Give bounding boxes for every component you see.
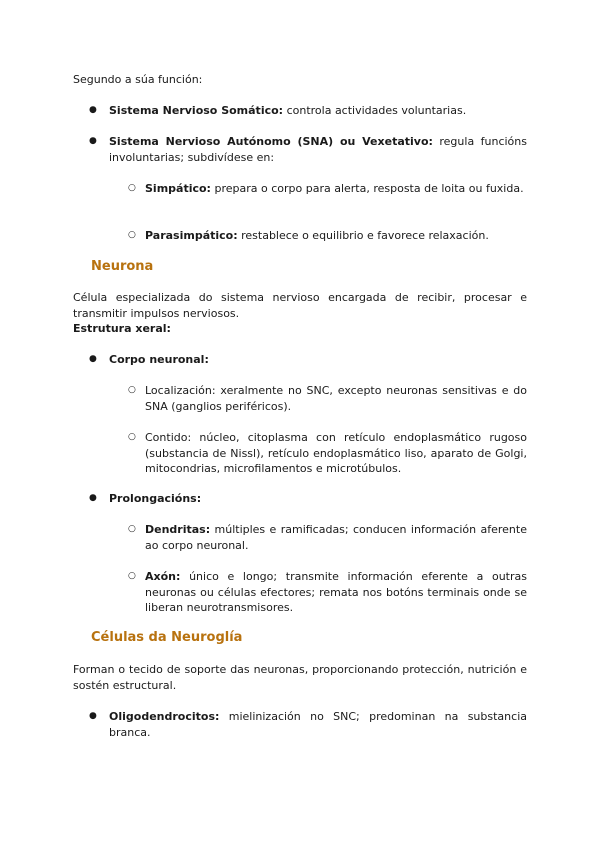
- bullet-dot: ●: [89, 136, 97, 146]
- item-title: Oligodendrocitos:: [109, 710, 220, 723]
- item-text: mielinización no SNC; predominan na substancia branca.: [109, 710, 527, 739]
- bullet-dot: ●: [89, 493, 97, 503]
- item-text: prepara o corpo para alerta, resposta de loita ou fuxida.: [210, 182, 524, 195]
- item-text: múltiples e ramificadas; conducen información aferente ao corpo neuronal.: [145, 523, 527, 552]
- sub-list-item: Contido: núcleo, citoplasma con retículo endoplasmático rugoso (substancia de Nissl), retículo endoplasmático liso, aparato de Golgi, mitocondrias, microfilamentos e microtúbulos.: [145, 431, 527, 475]
- bullet-dot: ●: [89, 354, 97, 364]
- bullet-circle: ○: [128, 432, 136, 442]
- list-item: [109, 134, 527, 165]
- list-item-title: Prolongacións:: [109, 492, 202, 505]
- structure-label: Estrutura xeral:: [73, 322, 171, 335]
- item-title: Axón:: [145, 570, 181, 583]
- item-title: Simpático:: [145, 182, 211, 195]
- item-title: Sistema Nervioso Autónomo (SNA) ou Vexetativo:: [109, 135, 433, 148]
- item-text: restablece o equilibrio e favorece relaxación.: [237, 229, 489, 242]
- bullet-circle: ○: [128, 385, 136, 395]
- section-heading: Células da Neuroglía: [91, 630, 243, 645]
- item-text: regula funcións involuntarias; subdivídese en:: [109, 135, 527, 164]
- item-title: Dendritas:: [145, 523, 211, 536]
- item-text: controla actividades voluntarias.: [283, 104, 467, 117]
- bullet-circle: ○: [128, 524, 136, 534]
- sub-list-item: [145, 569, 527, 616]
- bullet-circle: ○: [128, 183, 136, 193]
- item-title: Parasimpático:: [145, 229, 238, 242]
- bullet-circle: ○: [128, 571, 136, 581]
- sub-list-item: [145, 228, 527, 244]
- bullet-dot: ●: [89, 105, 97, 115]
- bullet-circle: ○: [128, 230, 136, 240]
- sub-list-item: [145, 522, 527, 553]
- item-title: Sistema Nervioso Somático:: [109, 104, 284, 117]
- sub-list-item: [145, 181, 527, 197]
- neurona-definition: Célula especializada do sistema nervioso encargada de recibir, procesar e transmitir impulsos nerviosos.: [73, 291, 527, 320]
- section-heading: Neurona: [91, 259, 154, 274]
- neuroglia-definition: Forman o tecido de soporte das neuronas, proporcionando protección, nutrición e sostén estructural.: [73, 663, 527, 692]
- item-text: único e longo; transmite información eferente a outras neuronas ou células efectores; remata nos botóns terminais onde se liberan neurotransmisores.: [145, 570, 527, 614]
- bullet-dot: ●: [89, 711, 97, 721]
- list-item: [109, 103, 527, 119]
- list-item-title: Corpo neuronal:: [109, 353, 209, 366]
- list-item: [109, 709, 527, 740]
- intro-text: Segundo a súa función:: [73, 73, 203, 86]
- sub-list-item: Localización: xeralmente no SNC, excepto neuronas sensitivas e do SNA (ganglios periféricos).: [145, 384, 527, 413]
